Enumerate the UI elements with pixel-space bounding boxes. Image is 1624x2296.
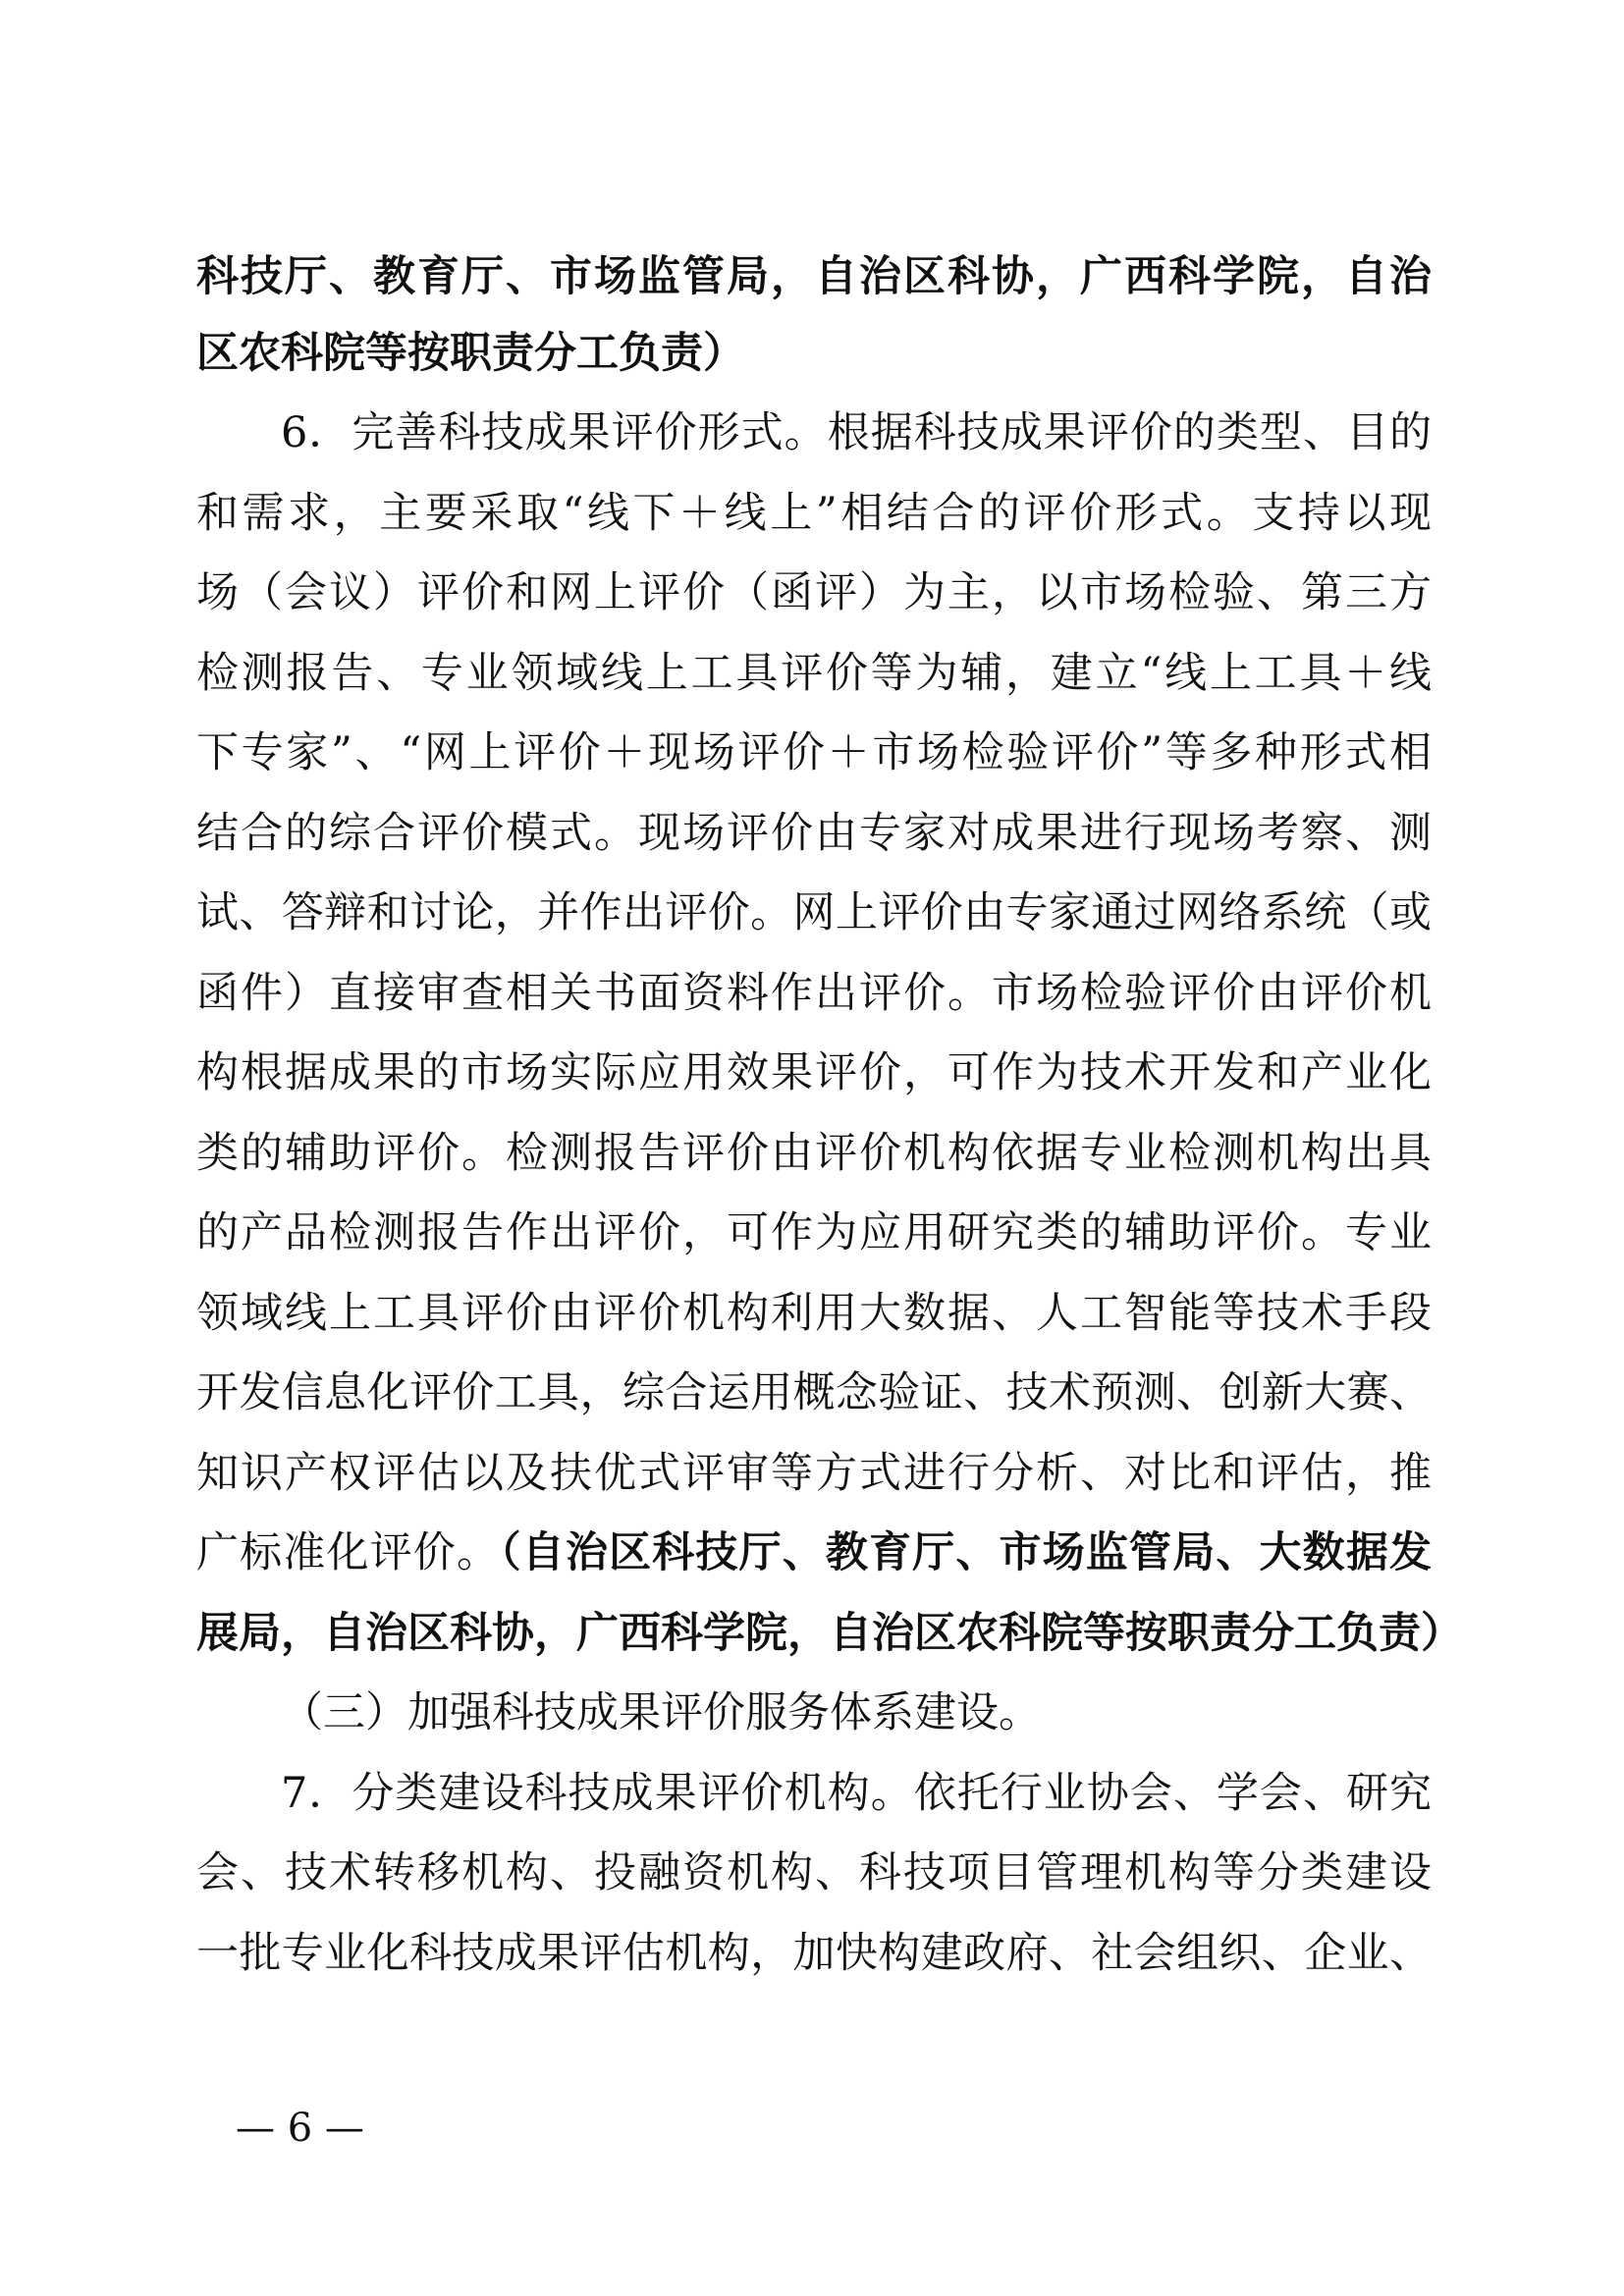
- body-text: （三）加强科技成果评价服务体系建设。: [281, 1688, 1041, 1737]
- body-text: 6．完善科技成果评价形式。根据科技成果评价的类型、目的: [281, 408, 1432, 457]
- body-text: 开发信息化评价工具，综合运用概念验证、技术预测、创新大赛、: [196, 1368, 1432, 1417]
- body-text: 结合的综合评价模式。现场评价由专家对成果进行现场考察、测: [196, 809, 1432, 858]
- text-line: [196, 793, 1432, 874]
- text-line: [196, 1913, 1432, 1994]
- body-text: 和需求，主要采取“线下＋线上”相结合的评价形式。支持以现: [196, 489, 1432, 538]
- text-line: [281, 1753, 1432, 1834]
- text-line: [196, 1273, 1432, 1354]
- text-line: [196, 553, 1432, 633]
- body-text: 的产品检测报告作出评价，可作为应用研究类的辅助评价。专业: [196, 1208, 1432, 1257]
- body-text: 试、答辩和讨论，并作出评价。网上评价由专家通过网络系统（或: [196, 888, 1432, 937]
- text-line: [196, 1433, 1432, 1514]
- body-text: 下专家”、“网上评价＋现场评价＋市场检验评价”等多种形式相: [196, 728, 1432, 777]
- text-line: [196, 1513, 1432, 1593]
- text-line: [196, 713, 1432, 793]
- text-line: [196, 473, 1432, 554]
- body-text: 检测报告、专业领域线上工具评价等为辅，建立“线上工具＋线: [196, 649, 1432, 698]
- body-text: 构根据成果的市场实际应用效果评价，可作为技术开发和产业化: [196, 1048, 1432, 1097]
- body-text: 函件）直接审查相关书面资料作出评价。市场检验评价由评价机: [196, 969, 1432, 1018]
- text-line: [196, 873, 1432, 953]
- text-line: [196, 1113, 1432, 1194]
- body-text: 类的辅助评价。检测报告评价由评价机构依据专业检测机构出具: [196, 1129, 1432, 1178]
- body-text: 场（会议）评价和网上评价（函评）为主，以市场检验、第三方: [196, 568, 1432, 617]
- responsible-departments-text: 科技厅、教育厅、市场监管局，自治区科协，广西科学院，自治: [196, 252, 1432, 301]
- responsible-departments-text: 区农科院等按职责分工负责）: [196, 329, 745, 378]
- body-text: 领域线上工具评价由评价机构利用大数据、人工智能等技术手段: [196, 1289, 1432, 1338]
- text-line: [196, 1833, 1432, 1913]
- text-line: [281, 393, 1432, 473]
- body-text: 会、技术转移机构、投融资机构、科技项目管理机构等分类建设: [196, 1848, 1432, 1897]
- body-text: 知识产权评估以及扶优式评审等方式进行分析、对比和评估，推: [196, 1449, 1432, 1498]
- text-line: [196, 313, 1432, 394]
- text-line: [196, 1193, 1432, 1273]
- text-line: [281, 1673, 1432, 1753]
- text-line: [196, 237, 1432, 317]
- body-text: 一批专业化科技成果评估机构，加快构建政府、社会组织、企业、: [196, 1929, 1432, 1978]
- text-line: [196, 633, 1432, 714]
- page-number: — 6 —: [236, 2106, 364, 2151]
- text-line: [196, 953, 1432, 1034]
- responsible-departments-text: （自治区科技厅、教育厅、市场监管局、大数据发: [500, 1528, 1432, 1577]
- text-line: [196, 1593, 1463, 1674]
- text-line: [196, 1353, 1432, 1433]
- responsible-departments-text: 展局，自治区科协，广西科学院，自治区农科院等按职责分工负责）: [196, 1609, 1463, 1658]
- body-text: 广标准化评价。: [196, 1528, 501, 1577]
- body-text: 7．分类建设科技成果评价机构。依托行业协会、学会、研究: [281, 1769, 1432, 1818]
- text-line: [196, 1033, 1432, 1113]
